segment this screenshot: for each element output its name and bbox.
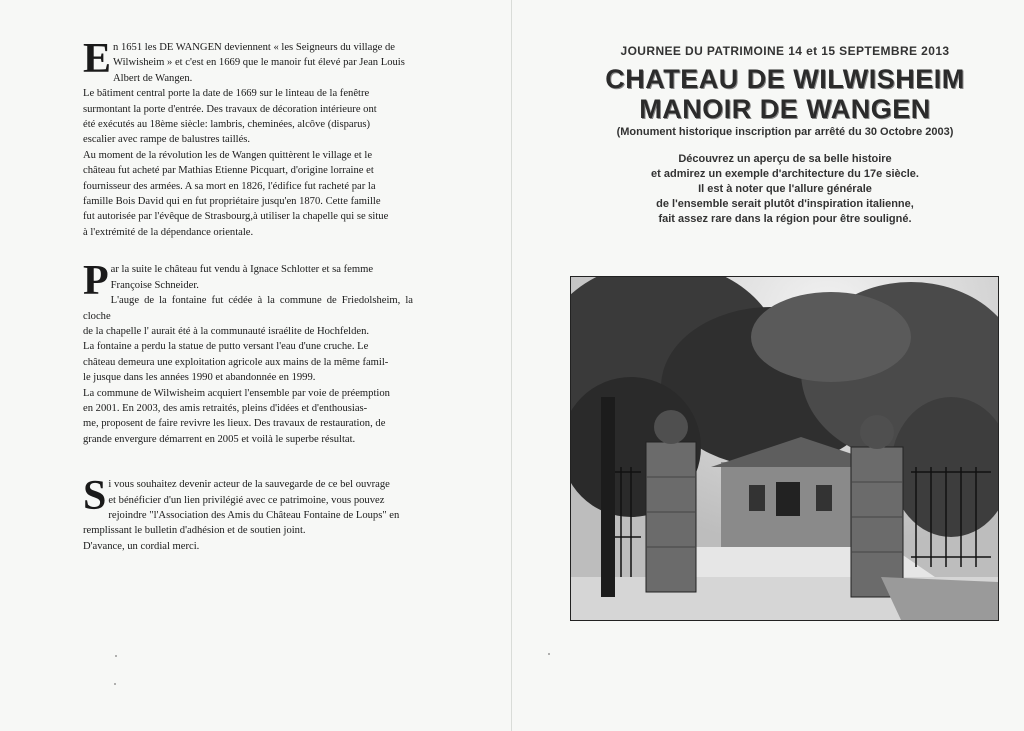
scan-speck bbox=[114, 683, 116, 685]
text-line: fournisseur des armées. A sa mort en 1826, l'édifice fut racheté par la bbox=[83, 180, 376, 192]
left-page bbox=[83, 36, 413, 576]
intro-line: et admirez un exemple d'architecture du 17e siècle. bbox=[651, 168, 919, 180]
page-fold bbox=[511, 0, 512, 731]
dropcap: E bbox=[83, 36, 112, 82]
dropcap: P bbox=[83, 258, 109, 305]
text-line: fut autorisée par l'évêque de Strasbourg,à utiliser la chapelle qui se situe bbox=[83, 211, 389, 223]
history-section-2 bbox=[83, 258, 413, 447]
text-line: château fut acheté par Mathias Etienne Picquart, d'origine lorraine et bbox=[83, 165, 374, 177]
event-heading: JOURNEE DU PATRIMOINE 14 et 15 SEPTEMBRE 2013 bbox=[620, 44, 950, 58]
text-line: Françoise Schneider. bbox=[110, 279, 199, 291]
intro-line: Découvrez un aperçu de sa belle histoire bbox=[678, 153, 892, 165]
text-line: rejoindre "l'Association des Amis du Château Fontaine de Loups" en bbox=[108, 509, 400, 521]
monument-note: (Monument historique inscription par arrêté du 30 Octobre 2003) bbox=[616, 126, 954, 138]
chateau-gate-photo bbox=[570, 276, 999, 621]
text-line: famille Bois David qui en fut propriétaire jusqu'en 1870. Cette famille bbox=[83, 196, 381, 208]
intro-text bbox=[560, 152, 1010, 227]
page-subtitle-title: MANOIR DE WANGEN bbox=[639, 94, 931, 124]
text-line: me, proposent de faire revivre les lieux. Des travaux de restauration, de bbox=[83, 418, 386, 430]
text-line: surmontant la porte d'entrée. Des travaux de décoration intérieure ont bbox=[83, 103, 377, 115]
text-line: Au moment de la révolution les de Wangen quittèrent le village et le bbox=[83, 149, 373, 161]
text-line: La commune de Wilwisheim acquiert l'ensemble par voie de préemption bbox=[83, 387, 390, 399]
text-line: i vous souhaitez devenir acteur de la sauvegarde de ce bel ouvrage bbox=[108, 479, 390, 491]
text-line: le jusque dans les années 1990 et abandonnée en 1999. bbox=[83, 372, 316, 384]
text-line: ar la suite le château fut vendu à Ignace Schlotter et sa femme bbox=[110, 264, 374, 276]
text-line: escalier avec rampe de balustres taillés. bbox=[83, 134, 251, 146]
text-line: Le bâtiment central porte la date de 1669 sur le linteau de la fenêtre bbox=[83, 88, 370, 100]
text-line: château demeura une exploitation agricole aux mains de la même famil- bbox=[83, 356, 389, 368]
text-line: n 1651 les DE WANGEN deviennent « les Seigneurs du village de bbox=[113, 42, 395, 53]
text-line: été exécutés au 18ème siècle: lambris, cheminées, alcôve (disparus) bbox=[83, 119, 371, 131]
text-line: à l'extrémité de la dépendance orientale. bbox=[83, 226, 254, 238]
history-section-1 bbox=[83, 36, 413, 240]
right-page bbox=[560, 44, 1010, 227]
text-line: en 2001. En 2003, des amis retraités, pleins d'idées et d'enthousias- bbox=[83, 402, 368, 414]
closing-line: D'avance, un cordial merci. bbox=[83, 540, 200, 552]
text-line: remplissant le bulletin d'adhésion et de soutien joint. bbox=[83, 525, 306, 537]
intro-line: de l'ensemble serait plutôt d'inspiration italienne, bbox=[656, 198, 914, 210]
membership-section bbox=[83, 473, 413, 554]
intro-line: Il est à noter que l'allure générale bbox=[698, 183, 872, 195]
text-line: et bénéficier d'un lien privilégié avec ce patrimoine, vous pouvez bbox=[108, 494, 385, 506]
text-line: Albert de Wangen. bbox=[113, 72, 193, 84]
scan-speck bbox=[115, 655, 117, 657]
intro-line: fait assez rare dans la région pour être souligné. bbox=[658, 213, 912, 225]
page-title: CHATEAU DE WILWISHEIM bbox=[605, 64, 965, 94]
dropcap: S bbox=[83, 473, 107, 520]
text-line: de la chapelle l' aurait été à la communauté israélite de Hochfelden. bbox=[83, 325, 370, 337]
text-line: grande envergure démarrent en 2005 et voilà le superbe résultat. bbox=[83, 433, 356, 445]
text-line: L'auge de la fontaine fut cédée à la commune de Friedolsheim, la cloche bbox=[83, 295, 413, 322]
scan-speck bbox=[548, 653, 550, 655]
text-line: Wilwisheim » et c'est en 1669 que le manoir fut élevé par Jean Louis bbox=[113, 57, 405, 69]
text-line: La fontaine a perdu la statue de putto versant l'eau d'une cruche. Le bbox=[83, 341, 369, 353]
